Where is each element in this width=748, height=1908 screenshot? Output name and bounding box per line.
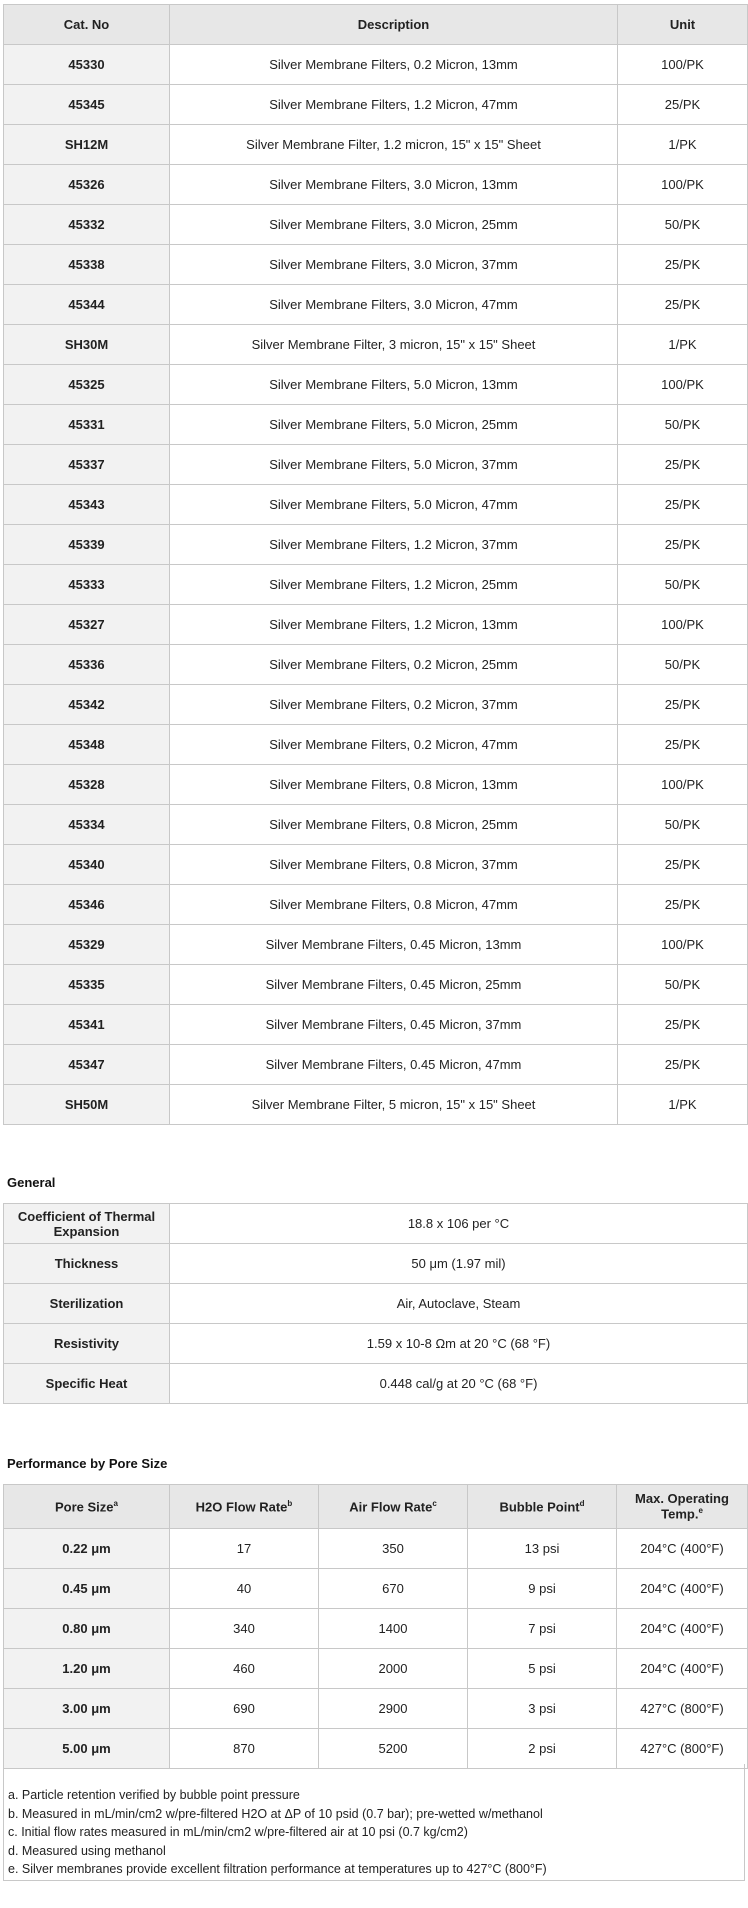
- pore-size-cell: 1.20 μm: [4, 1649, 170, 1689]
- bubble-point-cell: 13 psi: [468, 1529, 617, 1569]
- unit-cell: 25/PK: [618, 725, 748, 765]
- performance-table: [3, 1484, 748, 1769]
- unit-cell: 100/PK: [618, 45, 748, 85]
- unit-cell: 50/PK: [618, 565, 748, 605]
- cat-no-cell: SH50M: [4, 1085, 170, 1125]
- description-cell: Silver Membrane Filters, 0.2 Micron, 25mm: [170, 645, 618, 685]
- cat-no-cell: SH12M: [4, 125, 170, 165]
- description-cell: Silver Membrane Filter, 5 micron, 15" x 15" Sheet: [170, 1085, 618, 1125]
- unit-cell: 25/PK: [618, 85, 748, 125]
- cat-no-cell: 45326: [4, 165, 170, 205]
- table-row: [4, 1649, 748, 1689]
- col-header-description: Description: [170, 5, 618, 45]
- description-cell: Silver Membrane Filters, 0.45 Micron, 13mm: [170, 925, 618, 965]
- property-name-cell: Resistivity: [4, 1324, 170, 1364]
- footnote-marker: d: [579, 1498, 585, 1508]
- table-row: [4, 1364, 748, 1404]
- table-row: [4, 405, 748, 445]
- product-header-row: [4, 5, 748, 45]
- max-temp-cell: 204°C (400°F): [617, 1529, 748, 1569]
- footnote-marker: b: [287, 1498, 293, 1508]
- footnote-line: b. Measured in mL/min/cm2 w/pre-filtered H2O at ΔP of 10 psid (0.7 bar); pre-wetted w/methanol: [8, 1806, 543, 1821]
- bubble-point-cell: 5 psi: [468, 1649, 617, 1689]
- table-row: [4, 45, 748, 85]
- table-row: [4, 965, 748, 1005]
- table-row: [4, 845, 748, 885]
- pore-size-cell: 5.00 μm: [4, 1729, 170, 1769]
- footnote-line: d. Measured using methanol: [8, 1843, 166, 1858]
- description-cell: Silver Membrane Filters, 5.0 Micron, 13mm: [170, 365, 618, 405]
- description-cell: Silver Membrane Filter, 1.2 micron, 15" x 15" Sheet: [170, 125, 618, 165]
- cat-no-cell: 45341: [4, 1005, 170, 1045]
- cat-no-cell: 45345: [4, 85, 170, 125]
- description-cell: Silver Membrane Filters, 0.8 Micron, 25mm: [170, 805, 618, 845]
- table-row: [4, 205, 748, 245]
- unit-cell: 25/PK: [618, 845, 748, 885]
- unit-cell: 25/PK: [618, 1045, 748, 1085]
- h2o-flow-cell: 340: [170, 1609, 319, 1649]
- bubble-point-cell: 7 psi: [468, 1609, 617, 1649]
- footnote-line: c. Initial flow rates measured in mL/min/cm2 w/pre-filtered air at 10 psi (0.7 kg/cm2): [8, 1825, 468, 1839]
- pore-size-cell: 3.00 μm: [4, 1689, 170, 1729]
- unit-cell: 25/PK: [618, 285, 748, 325]
- perf-col-header: [617, 1485, 748, 1529]
- cat-no-cell: 45336: [4, 645, 170, 685]
- property-value-cell: 1.59 x 10-8 Ωm at 20 °C (68 °F): [170, 1324, 748, 1364]
- air-flow-cell: 1400: [319, 1609, 468, 1649]
- table-row: [4, 925, 748, 965]
- table-row: [4, 1689, 748, 1729]
- property-value-cell: Air, Autoclave, Steam: [170, 1284, 748, 1324]
- description-cell: Silver Membrane Filters, 1.2 Micron, 13mm: [170, 605, 618, 645]
- table-row: [4, 885, 748, 925]
- description-cell: Silver Membrane Filters, 0.2 Micron, 13mm: [170, 45, 618, 85]
- unit-cell: 100/PK: [618, 365, 748, 405]
- air-flow-cell: 670: [319, 1569, 468, 1609]
- unit-cell: 50/PK: [618, 205, 748, 245]
- cat-no-cell: 45340: [4, 845, 170, 885]
- max-temp-cell: 204°C (400°F): [617, 1609, 748, 1649]
- unit-cell: 100/PK: [618, 925, 748, 965]
- description-cell: Silver Membrane Filters, 5.0 Micron, 25mm: [170, 405, 618, 445]
- h2o-flow-cell: 40: [170, 1569, 319, 1609]
- description-cell: Silver Membrane Filters, 3.0 Micron, 13mm: [170, 165, 618, 205]
- property-value-cell: 50 μm (1.97 mil): [170, 1244, 748, 1284]
- property-name-cell: Sterilization: [4, 1284, 170, 1324]
- perf-col-header-label: Pore Size: [55, 1499, 114, 1515]
- air-flow-cell: 5200: [319, 1729, 468, 1769]
- cat-no-cell: 45342: [4, 685, 170, 725]
- table-row: [4, 1529, 748, 1569]
- table-row: [4, 765, 748, 805]
- max-temp-cell: 204°C (400°F): [617, 1649, 748, 1689]
- performance-heading: Performance by Pore Size: [7, 1456, 168, 1471]
- perf-col-header: [319, 1485, 468, 1529]
- bubble-point-cell: 3 psi: [468, 1689, 617, 1729]
- footnote-marker: a: [113, 1498, 118, 1508]
- table-row: [4, 85, 748, 125]
- table-row: [4, 725, 748, 765]
- property-value-cell: 0.448 cal/g at 20 °C (68 °F): [170, 1364, 748, 1404]
- unit-cell: 100/PK: [618, 165, 748, 205]
- unit-cell: 50/PK: [618, 805, 748, 845]
- perf-col-header-label: Air Flow Rate: [349, 1499, 433, 1515]
- description-cell: Silver Membrane Filters, 0.45 Micron, 47mm: [170, 1045, 618, 1085]
- pore-size-cell: 0.80 μm: [4, 1609, 170, 1649]
- cat-no-cell: 45328: [4, 765, 170, 805]
- cat-no-cell: 45337: [4, 445, 170, 485]
- pore-size-cell: 0.22 μm: [4, 1529, 170, 1569]
- table-row: [4, 485, 748, 525]
- unit-cell: 25/PK: [618, 245, 748, 285]
- description-cell: Silver Membrane Filters, 1.2 Micron, 47mm: [170, 85, 618, 125]
- description-cell: Silver Membrane Filters, 3.0 Micron, 37mm: [170, 245, 618, 285]
- unit-cell: 25/PK: [618, 685, 748, 725]
- description-cell: Silver Membrane Filters, 3.0 Micron, 47mm: [170, 285, 618, 325]
- table-row: [4, 245, 748, 285]
- cat-no-cell: 45344: [4, 285, 170, 325]
- footnote-line: a. Particle retention verified by bubble point pressure: [8, 1788, 300, 1802]
- table-row: [4, 1284, 748, 1324]
- unit-cell: 1/PK: [618, 325, 748, 365]
- air-flow-cell: 350: [319, 1529, 468, 1569]
- description-cell: Silver Membrane Filters, 5.0 Micron, 37mm: [170, 445, 618, 485]
- cat-no-cell: SH30M: [4, 325, 170, 365]
- cat-no-cell: 45330: [4, 45, 170, 85]
- pore-size-cell: 0.45 μm: [4, 1569, 170, 1609]
- cat-no-cell: 45338: [4, 245, 170, 285]
- col-header-unit: Unit: [618, 5, 748, 45]
- description-cell: Silver Membrane Filters, 0.8 Micron, 13mm: [170, 765, 618, 805]
- max-temp-cell: 204°C (400°F): [617, 1569, 748, 1609]
- col-header-cat-no: Cat. No: [4, 5, 170, 45]
- table-row: [4, 1045, 748, 1085]
- description-cell: Silver Membrane Filters, 0.8 Micron, 37mm: [170, 845, 618, 885]
- unit-cell: 25/PK: [618, 525, 748, 565]
- unit-cell: 100/PK: [618, 605, 748, 645]
- table-row: [4, 1005, 748, 1045]
- table-row: [4, 1204, 748, 1244]
- cat-no-cell: 45331: [4, 405, 170, 445]
- max-temp-cell: 427°C (800°F): [617, 1689, 748, 1729]
- cat-no-cell: 45347: [4, 1045, 170, 1085]
- table-row: [4, 1569, 748, 1609]
- description-cell: Silver Membrane Filter, 3 micron, 15" x 15" Sheet: [170, 325, 618, 365]
- description-cell: Silver Membrane Filters, 0.8 Micron, 47mm: [170, 885, 618, 925]
- bubble-point-cell: 2 psi: [468, 1729, 617, 1769]
- table-row: [4, 1085, 748, 1125]
- max-temp-cell: 427°C (800°F): [617, 1729, 748, 1769]
- cat-no-cell: 45346: [4, 885, 170, 925]
- table-row: [4, 685, 748, 725]
- unit-cell: 1/PK: [618, 125, 748, 165]
- cat-no-cell: 45329: [4, 925, 170, 965]
- perf-col-header: [468, 1485, 617, 1529]
- table-row: [4, 445, 748, 485]
- unit-cell: 1/PK: [618, 1085, 748, 1125]
- unit-cell: 25/PK: [618, 445, 748, 485]
- general-heading: General: [7, 1175, 56, 1190]
- table-row: [4, 325, 748, 365]
- perf-col-header: [4, 1485, 170, 1529]
- h2o-flow-cell: 870: [170, 1729, 319, 1769]
- general-table: [3, 1203, 748, 1404]
- table-row: [4, 285, 748, 325]
- table-row: [4, 565, 748, 605]
- footnotes: [3, 1764, 745, 1881]
- description-cell: Silver Membrane Filters, 3.0 Micron, 25mm: [170, 205, 618, 245]
- perf-col-header: [170, 1485, 319, 1529]
- table-row: [4, 645, 748, 685]
- table-row: [4, 365, 748, 405]
- performance-header-row: [4, 1485, 748, 1529]
- bubble-point-cell: 9 psi: [468, 1569, 617, 1609]
- unit-cell: 50/PK: [618, 405, 748, 445]
- h2o-flow-cell: 460: [170, 1649, 319, 1689]
- cat-no-cell: 45325: [4, 365, 170, 405]
- h2o-flow-cell: 17: [170, 1529, 319, 1569]
- property-value-cell: 18.8 x 106 per °C: [170, 1204, 748, 1244]
- description-cell: Silver Membrane Filters, 1.2 Micron, 25mm: [170, 565, 618, 605]
- property-name-cell: Specific Heat: [4, 1364, 170, 1404]
- table-row: [4, 1729, 748, 1769]
- property-name-cell: Thickness: [4, 1244, 170, 1284]
- table-row: [4, 1244, 748, 1284]
- footnote-marker: c: [432, 1498, 437, 1508]
- description-cell: Silver Membrane Filters, 0.45 Micron, 25mm: [170, 965, 618, 1005]
- cat-no-cell: 45333: [4, 565, 170, 605]
- cat-no-cell: 45334: [4, 805, 170, 845]
- cat-no-cell: 45335: [4, 965, 170, 1005]
- table-row: [4, 805, 748, 845]
- cat-no-cell: 45327: [4, 605, 170, 645]
- description-cell: Silver Membrane Filters, 5.0 Micron, 47mm: [170, 485, 618, 525]
- table-row: [4, 1324, 748, 1364]
- perf-col-header-label: Bubble Point: [499, 1499, 580, 1515]
- description-cell: Silver Membrane Filters, 0.2 Micron, 37mm: [170, 685, 618, 725]
- footnote-line: e. Silver membranes provide excellent filtration performance at temperatures up to 427°C (800°F): [8, 1862, 547, 1876]
- cat-no-cell: 45348: [4, 725, 170, 765]
- description-cell: Silver Membrane Filters, 1.2 Micron, 37mm: [170, 525, 618, 565]
- cat-no-cell: 45343: [4, 485, 170, 525]
- cat-no-cell: 45332: [4, 205, 170, 245]
- unit-cell: 50/PK: [618, 645, 748, 685]
- perf-col-header-label: H2O Flow Rate: [195, 1499, 288, 1515]
- unit-cell: 25/PK: [618, 1005, 748, 1045]
- table-row: [4, 165, 748, 205]
- property-name-cell: Coefficient of Thermal Expansion: [4, 1204, 170, 1244]
- table-row: [4, 525, 748, 565]
- unit-cell: 25/PK: [618, 485, 748, 525]
- table-row: [4, 125, 748, 165]
- cat-no-cell: 45339: [4, 525, 170, 565]
- footnote-marker: e: [698, 1506, 703, 1516]
- perf-col-header-label: Max. Operating Temp.: [635, 1491, 729, 1522]
- table-row: [4, 605, 748, 645]
- h2o-flow-cell: 690: [170, 1689, 319, 1729]
- description-cell: Silver Membrane Filters, 0.45 Micron, 37mm: [170, 1005, 618, 1045]
- table-row: [4, 1609, 748, 1649]
- unit-cell: 25/PK: [618, 885, 748, 925]
- unit-cell: 100/PK: [618, 765, 748, 805]
- description-cell: Silver Membrane Filters, 0.2 Micron, 47mm: [170, 725, 618, 765]
- air-flow-cell: 2900: [319, 1689, 468, 1729]
- air-flow-cell: 2000: [319, 1649, 468, 1689]
- product-table: [3, 4, 748, 1125]
- unit-cell: 50/PK: [618, 965, 748, 1005]
